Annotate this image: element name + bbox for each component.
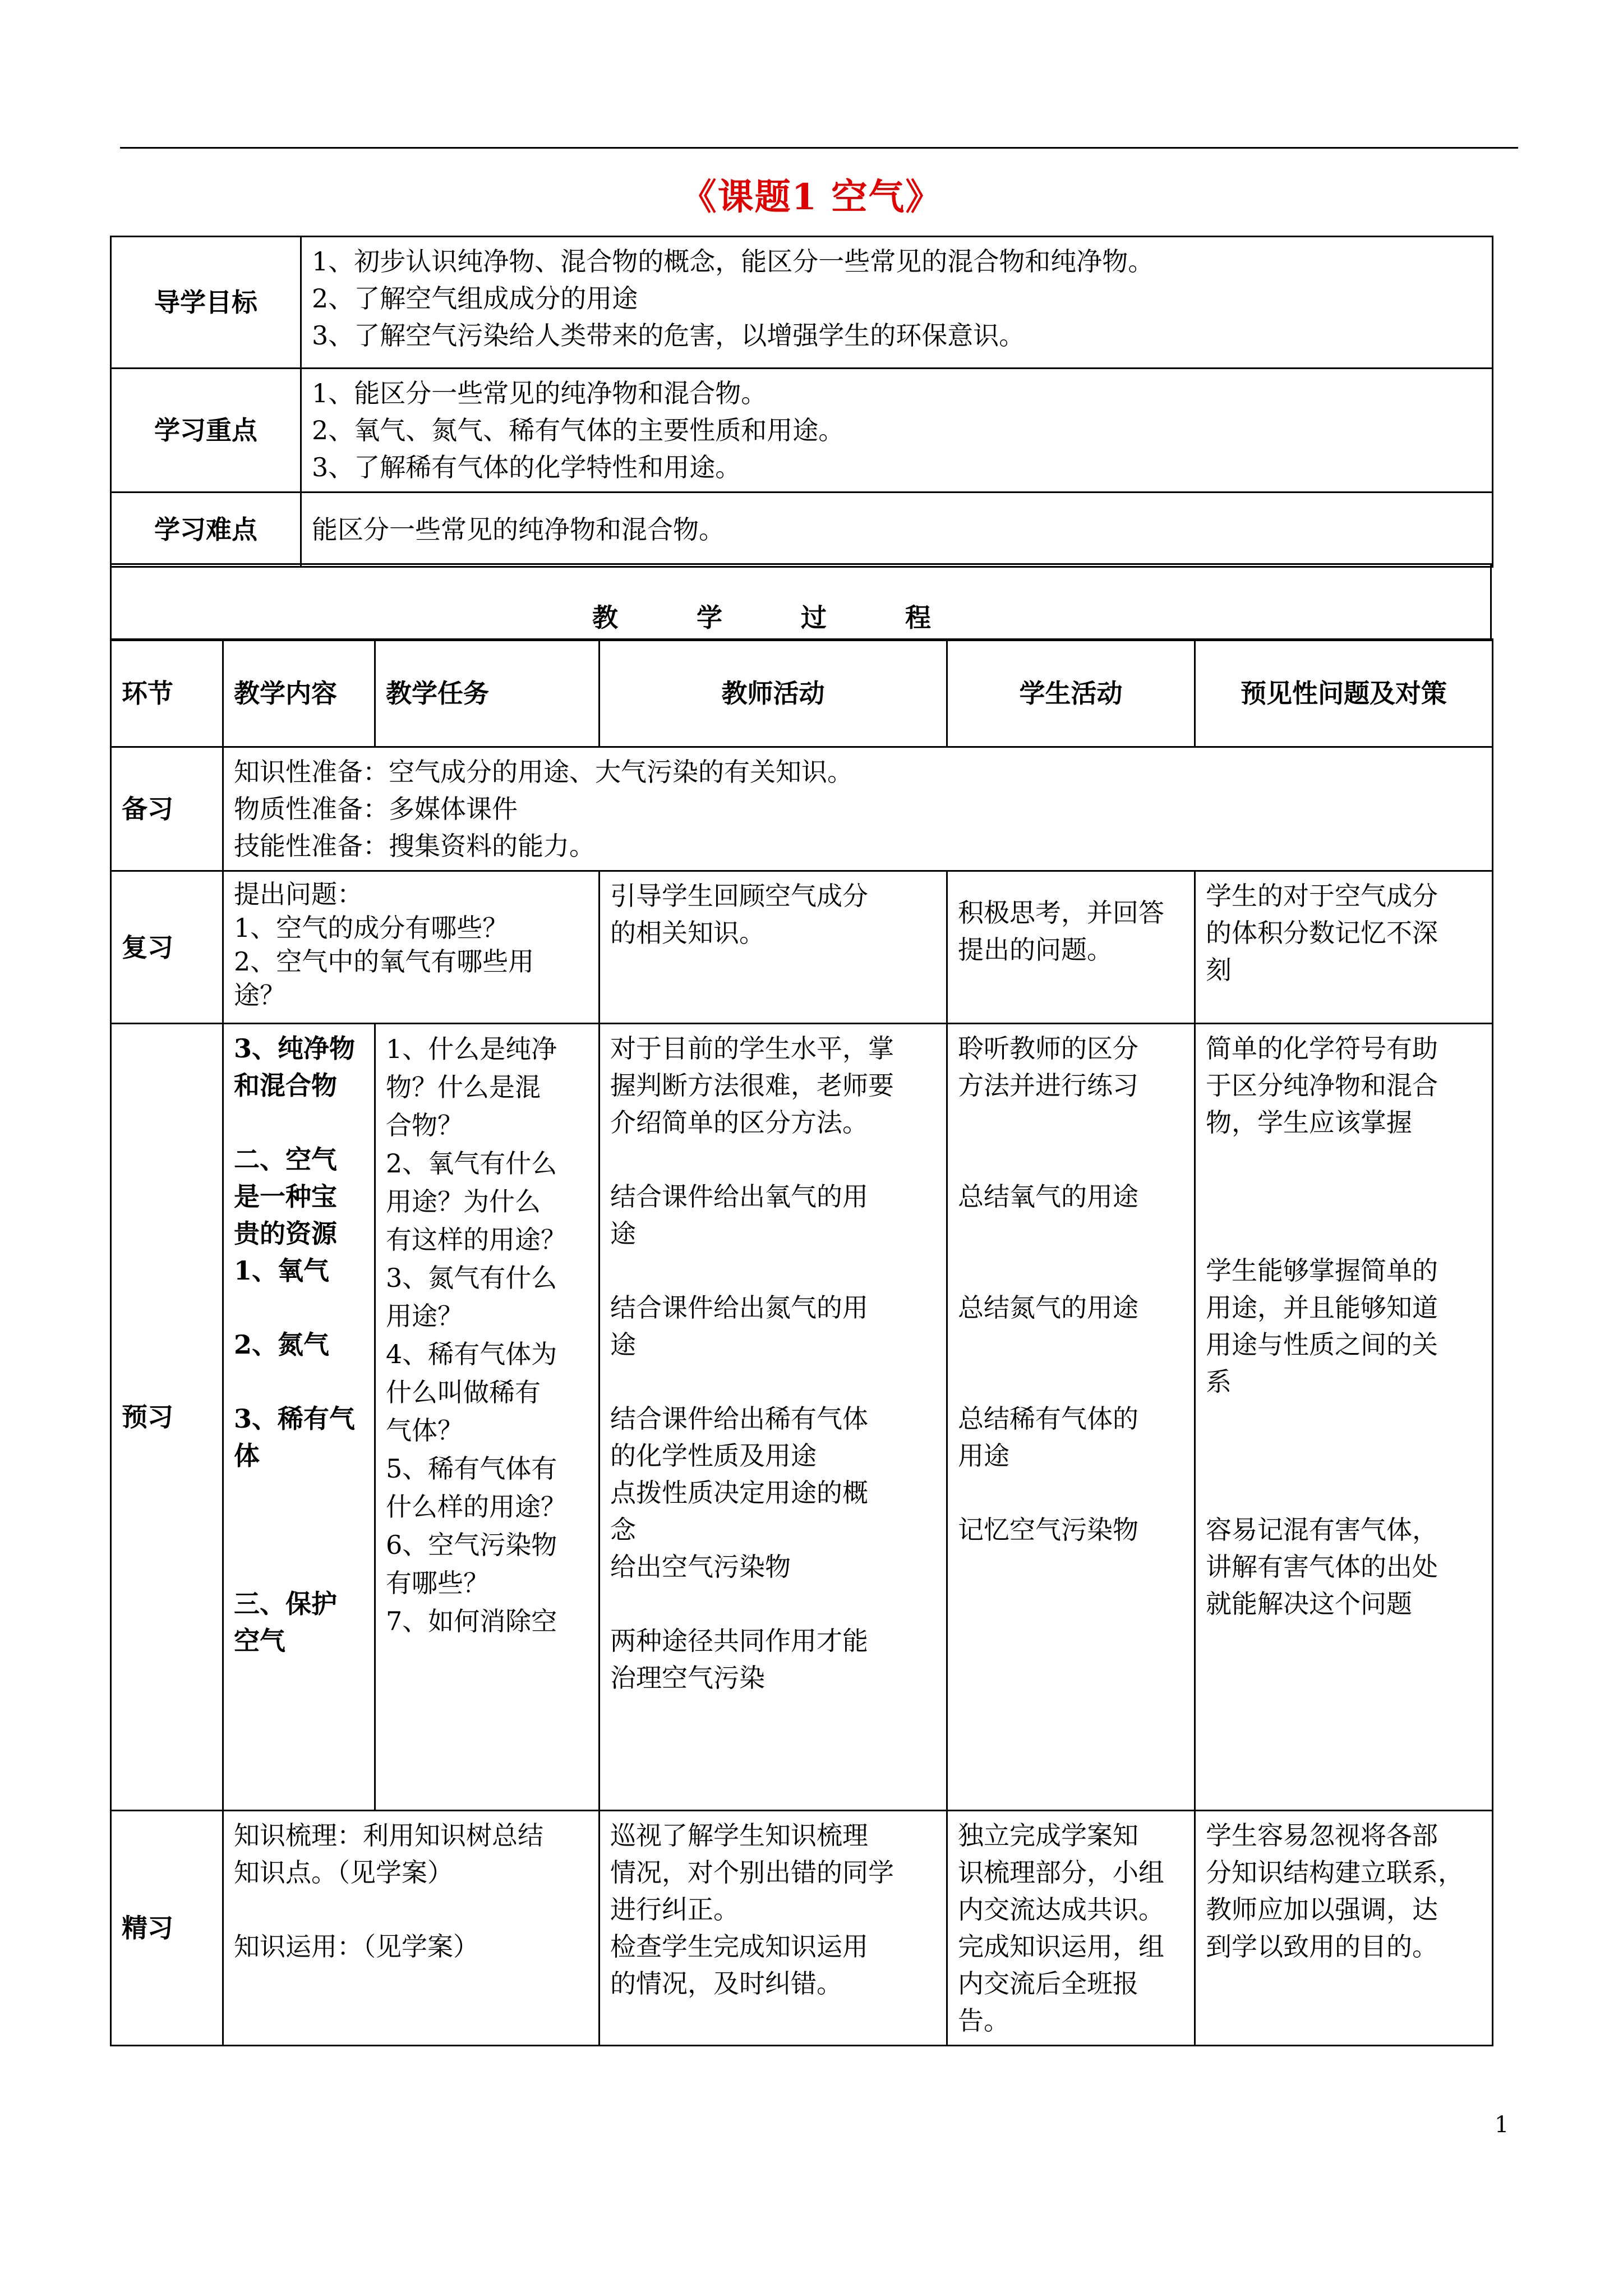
key-point-item: 1、能区分一些常见的纯净物和混合物。 <box>312 378 767 408</box>
review-label: 复习 <box>111 871 223 1024</box>
practice-content: 知识梳理：利用知识树总结 知识点。（见学案） 知识运用：（见学案） <box>223 1811 600 2046</box>
process-heading: 教学过程 <box>111 564 1491 641</box>
column-header: 预见性问题及对策 <box>1195 639 1493 747</box>
objectives-label: 导学目标 <box>111 237 301 369</box>
practice-row <box>111 1811 1493 2046</box>
key-point-item: 2、氧气、氮气、稀有气体的主要性质和用途。 <box>312 415 845 445</box>
key-points-label: 学习重点 <box>111 369 301 493</box>
key-point-item: 3、了解稀有气体的化学特性和用途。 <box>312 452 741 482</box>
process-table <box>110 638 1493 2046</box>
preview-student: 聆听教师的区分 方法并进行练习 总结氧气的用途 总结氮气的用途 总结稀有气体的 用途 记忆空气污染物 <box>947 1024 1195 1811</box>
column-header: 教学任务 <box>375 639 600 747</box>
review-teacher: 引导学生回顾空气成分 的相关知识。 <box>600 871 947 1024</box>
difficulties-content: 能区分一些常见的纯净物和混合物。 <box>301 493 1493 567</box>
objective-item: 1、初步认识纯净物、混合物的概念，能区分一些常见的混合物和纯净物。 <box>312 246 1154 277</box>
preview-tasks: 1、什么是纯净 物？什么是混 合物？ 2、氧气有什么 用途？为什么 有这样的用途？ 3、氮气有什么 用途？ 4、稀有气体为 什么叫做稀有 气体？ 5、稀有气体有 什么样的用途？ 6、空气污染物 有哪些？ 7、如何消除空 <box>375 1024 600 1811</box>
practice-label: 精习 <box>111 1811 223 2046</box>
preview-problems: 简单的化学符号有助 于区分纯净物和混合 物，学生应该掌握 学生能够掌握简单的 用途，并且能够知道 用途与性质之间的关 系 容易记混有害气体， 讲解有害气体的出处 就能解决这个问题 <box>1195 1024 1493 1811</box>
objective-item: 2、了解空气组成成分的用途 <box>312 283 638 314</box>
document-title: 《课题1 空气》 <box>680 176 943 218</box>
header-rule <box>120 147 1518 149</box>
key-points-content <box>301 369 1493 493</box>
prep-content: 知识性准备：空气成分的用途、大气污染的有关知识。 物质性准备：多媒体课件 技能性准备：搜集资料的能力。 <box>223 747 1493 871</box>
preview-teacher: 对于目前的学生水平，掌 握判断方法很难，老师要 介绍简单的区分方法。 结合课件给出氧气的用 途 结合课件给出氮气的用 途 结合课件给出稀有气体 的化学性质及用途 点拨性质决定用途的概 念 给出空气污染物 两种途径共同作用才能 治理空气污染 <box>600 1024 947 1811</box>
objectives-table <box>110 236 1493 568</box>
process-heading-table <box>110 563 1492 641</box>
column-header: 环节 <box>111 639 223 747</box>
column-header: 学生活动 <box>947 639 1195 747</box>
practice-teacher: 巡视了解学生知识梳理 情况，对个别出错的同学 进行纠正。 检查学生完成知识运用 的情况，及时纠错。 <box>600 1811 947 2046</box>
column-header: 教学内容 <box>223 639 375 747</box>
prep-label: 备习 <box>111 747 223 871</box>
column-header-row <box>111 639 1493 747</box>
preview-label: 预习 <box>111 1024 223 1811</box>
column-header: 教师活动 <box>600 639 947 747</box>
preview-row <box>111 1024 1493 1811</box>
objective-item: 3、了解空气污染给人类带来的危害，以增强学生的环保意识。 <box>312 320 1025 351</box>
prep-row <box>111 747 1493 871</box>
preview-content: 3、纯净物 和混合物 二、空气 是一种宝 贵的资源 1、氧气 2、氮气 3、稀有气 体 三、保护 空气 <box>223 1024 375 1811</box>
practice-problems: 学生容易忽视将各部 分知识结构建立联系， 教师应加以强调，达 到学以致用的目的。 <box>1195 1811 1493 2046</box>
review-row <box>111 871 1493 1024</box>
difficulties-label: 学习难点 <box>111 493 301 567</box>
page-number: 1 <box>1495 2112 1509 2138</box>
objectives-content <box>301 237 1493 369</box>
review-content: 提出问题： 1、空气的成分有哪些？ 2、空气中的氧气有哪些用 途？ <box>223 871 600 1024</box>
practice-student: 独立完成学案知 识梳理部分，小组 内交流达成共识。 完成知识运用，组 内交流后全班报 告。 <box>947 1811 1195 2046</box>
review-student: 积极思考，并回答 提出的问题。 <box>947 871 1195 1024</box>
review-problems: 学生的对于空气成分 的体积分数记忆不深 刻 <box>1195 871 1493 1024</box>
